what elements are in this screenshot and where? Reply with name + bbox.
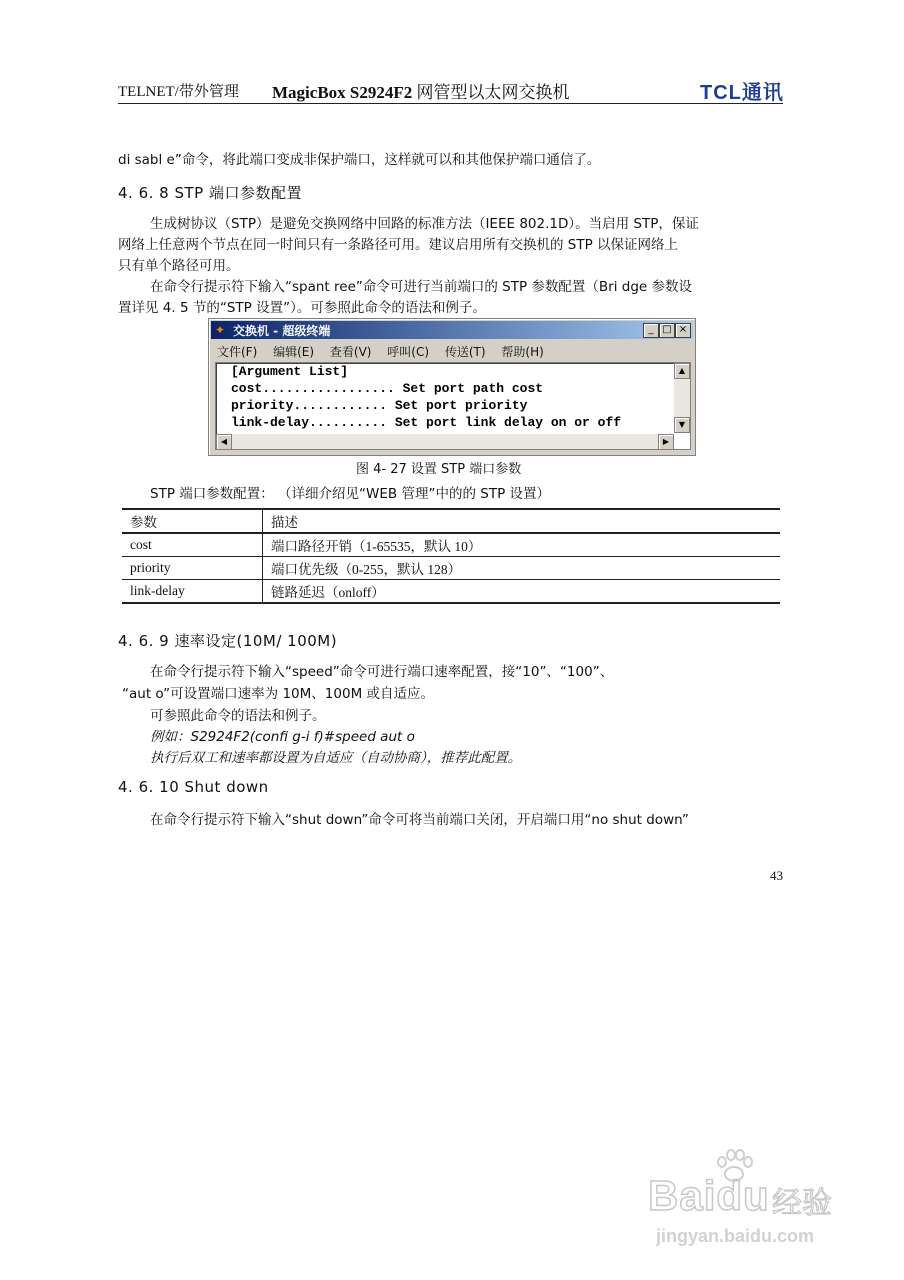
- header-divider: [118, 103, 783, 104]
- table-row: [122, 557, 780, 580]
- terminal-output[interactable]: [215, 362, 691, 450]
- header-desc: 描述: [263, 509, 781, 533]
- paragraph-line: 在命令行提示符下输入“speed”命令可进行端口速率配置，接“10”、“100”、: [150, 664, 614, 680]
- paragraph-line: “aut o”可设置端口速率为 10M、100M 或自适应。: [122, 686, 435, 702]
- watermark-jingyan: 经验: [772, 1186, 832, 1221]
- menu-bar: [217, 343, 556, 361]
- example-note: 执行后双工和速率都设置为自适应（自动协商），推荐此配置。: [150, 750, 522, 766]
- menu-file[interactable]: 文件(F): [217, 345, 258, 359]
- header-section-label: TELNET/带外管理: [118, 84, 239, 100]
- scroll-down-icon[interactable]: ▼: [674, 417, 690, 433]
- stp-parameter-table: [122, 508, 780, 604]
- watermark-url: jingyan.baidu.com: [656, 1226, 815, 1246]
- table-row: [122, 580, 780, 604]
- param-cell: priority: [122, 557, 263, 580]
- menu-call[interactable]: 呼叫(C): [387, 345, 430, 359]
- scroll-right-icon[interactable]: ▶: [658, 434, 674, 450]
- terminal-line: link-delay.......... Set port link delay on or off: [231, 415, 622, 430]
- vertical-scrollbar[interactable]: [674, 363, 690, 433]
- section-heading-4-6-8: 4. 6. 8 STP 端口参数配置: [118, 184, 302, 202]
- terminal-line: priority............ Set port priority: [231, 398, 528, 413]
- param-cell: link-delay: [122, 580, 263, 604]
- table-intro: STP 端口参数配置： （详细介绍见“WEB 管理”中的的 STP 设置）: [150, 486, 550, 502]
- close-button[interactable]: ×: [675, 323, 691, 338]
- tcl-logo: TCL通讯: [700, 82, 784, 104]
- menu-help[interactable]: 帮助(H): [501, 345, 544, 359]
- paragraph-line: 只有单个路径可用。: [118, 258, 240, 274]
- paragraph-line: 置详见 4. 5 节的“STP 设置”）。可参照此命令的语法和例子。: [118, 300, 486, 316]
- watermark-brand: Baidu: [648, 1172, 770, 1219]
- paragraph-line: 可参照此命令的语法和例子。: [150, 708, 326, 724]
- menu-transfer[interactable]: 传送(T): [444, 345, 486, 359]
- window-title: 交换机 - 超级终端: [233, 324, 331, 338]
- terminal-app-icon: ✦: [215, 323, 226, 337]
- page-number: 43: [770, 868, 783, 883]
- product-model: MagicBox S2924F2: [272, 83, 413, 102]
- desc-cell: 端口优先级（0-255，默认 128）: [263, 557, 781, 580]
- paragraph-line: 在命令行提示符下输入“shut down”命令可将当前端口关闭，开启端口用“no shut down”: [150, 812, 689, 828]
- menu-edit[interactable]: 编辑(E): [273, 345, 315, 359]
- terminal-line: [Argument List]: [231, 364, 349, 379]
- section-heading-4-6-9: 4. 6. 9 速率设定(10M/ 100M): [118, 632, 338, 650]
- product-desc: 网管型以太网交换机: [412, 83, 570, 102]
- param-cell: cost: [122, 533, 263, 557]
- maximize-button[interactable]: □: [659, 323, 675, 338]
- scroll-up-icon[interactable]: ▲: [674, 363, 690, 379]
- hyperterminal-window: [208, 318, 696, 456]
- menu-view[interactable]: 查看(V): [329, 345, 372, 359]
- desc-cell: 端口路径开销（1-65535，默认 10）: [263, 533, 781, 557]
- table-row: [122, 533, 780, 557]
- continuation-line: di sabl e”命令，将此端口变成非保护端口，这样就可以和其他保护端口通信了。: [118, 152, 601, 168]
- terminal-line: cost................. Set port path cost: [231, 381, 544, 396]
- paragraph-line: 网络上任意两个节点在同一时间只有一条路径可用。建议启用所有交换机的 STP 以保证网络上: [118, 237, 679, 253]
- paragraph-line: 生成树协议（STP）是避免交换网络中回路的标准方法（IEEE 802.1D）。当启用 STP，保证: [150, 216, 699, 232]
- paragraph-line: 在命令行提示符下输入“spant ree”命令可进行当前端口的 STP 参数配置（Bri dge 参数设: [150, 279, 692, 295]
- section-heading-4-6-10: 4. 6. 10 Shut down: [118, 778, 269, 796]
- figure-caption: 图 4- 27 设置 STP 端口参数: [356, 462, 522, 477]
- horizontal-scrollbar[interactable]: [216, 434, 674, 449]
- header-product-title: [272, 78, 570, 103]
- scroll-left-icon[interactable]: ◀: [216, 434, 232, 450]
- table-header-row: [122, 509, 780, 533]
- baidu-watermark: [648, 1148, 848, 1258]
- minimize-button[interactable]: _: [643, 323, 659, 338]
- example-command: 例如：S2924F2(confi g-i f)#speed aut o: [150, 729, 415, 745]
- window-titlebar: [211, 321, 693, 339]
- header-param: 参数: [122, 509, 263, 533]
- desc-cell: 链路延迟（onloff）: [263, 580, 781, 604]
